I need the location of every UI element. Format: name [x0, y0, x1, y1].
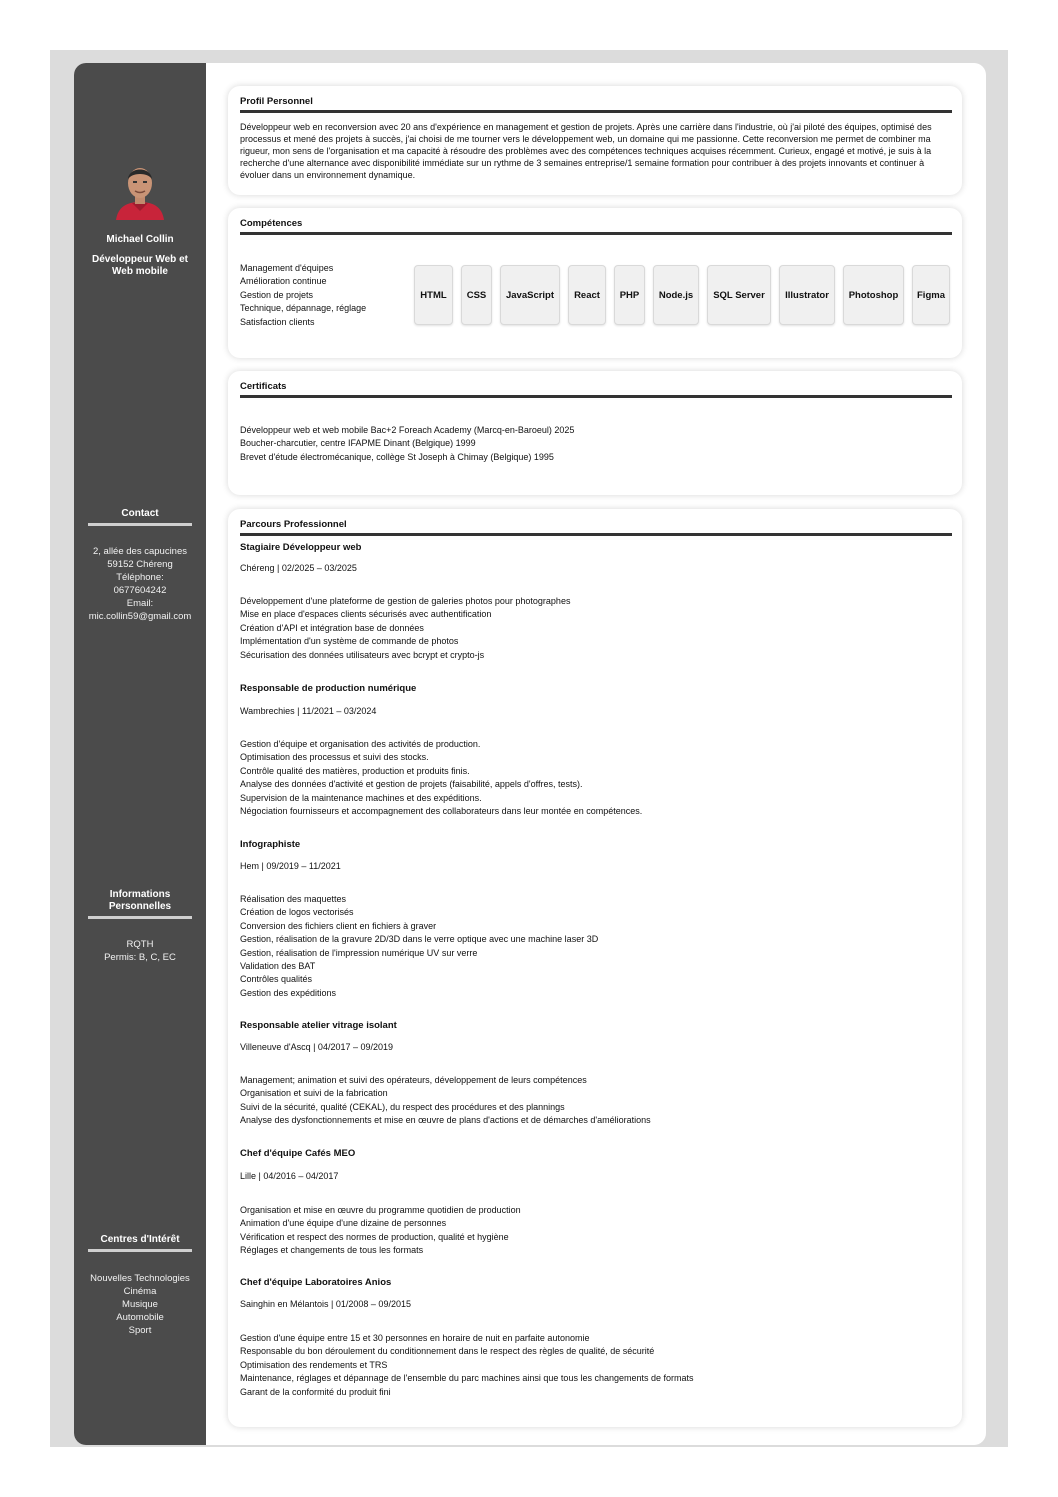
job-tasks	[240, 738, 642, 818]
job-task: Vérification et respect des normes de production, qualité et hygiène	[240, 1231, 509, 1242]
tech-skill-chip: Photoshop	[843, 265, 904, 325]
job-task: Gestion d'équipe et organisation des activités de production.	[240, 739, 481, 749]
soft-skill-item: Management d'équipes	[240, 263, 334, 273]
job-tasks	[240, 1332, 694, 1399]
contact-details	[78, 545, 202, 623]
job-task: Négociation fournisseurs et accompagnement des collaborateurs dans leur montée en compétences.	[240, 806, 643, 817]
soft-skill-item: Amélioration continue	[240, 276, 327, 287]
job-task: Management; animation et suivi des opérateurs, développement de leurs compétences	[240, 1075, 587, 1085]
job-task: Optimisation des processus et suivi des stocks.	[240, 752, 429, 763]
job-task: Analyse des données d'activité et gestion de projets (faisabilité, appels d'offres, tests).	[240, 779, 583, 790]
tech-skill-chip: PHP	[614, 265, 645, 325]
certificates-list	[240, 424, 574, 464]
interests-heading: Centres d'Intérêt	[88, 1234, 192, 1252]
job-task: Suivi de la sécurité, qualité (CEKAL), du respect des procédures et des plannings	[240, 1101, 565, 1112]
job-task: Garant de la conformité du produit fini	[240, 1386, 391, 1397]
job-task: Maintenance, réglages et dépannage de l'ensemble du parc machines ainsi que tous les changements de formats	[240, 1373, 694, 1384]
personal-info-item: Permis: B, C, EC	[104, 952, 176, 963]
job-tasks	[240, 893, 598, 1000]
job-meta: Lille | 04/2016 – 04/2017	[240, 1171, 339, 1181]
job-tasks	[240, 1204, 521, 1258]
tech-skill-chip: HTML	[414, 265, 453, 325]
address-line2: 59152 Chéreng	[107, 559, 173, 570]
job-task: Animation d'une équipe d'une dizaine de personnes	[240, 1218, 447, 1229]
job-task: Sécurisation des données utilisateurs avec bcrypt et crypto-js	[240, 649, 485, 660]
sidebar-name: Michael Collin	[106, 234, 174, 245]
address-line1: 2, allée des capucines	[92, 546, 187, 557]
job-task: Gestion d'une équipe entre 15 et 30 personnes en horaire de nuit en parfaite autonomie	[240, 1333, 590, 1343]
interests-list	[78, 1272, 202, 1337]
job-task: Organisation et mise en œuvre du programme quotidien de production	[240, 1205, 521, 1215]
interest-item: Sport	[128, 1325, 152, 1336]
certificates-card	[228, 371, 962, 495]
job-task: Implémentation d'un système de commande de photos	[240, 636, 459, 647]
email-address: mic.collin59@gmail.com	[88, 611, 192, 622]
job-task: Gestion, réalisation de l'impression numérique UV sur verre	[240, 947, 478, 958]
certificate-item: Développeur web et web mobile Bac+2 Foreach Academy (Marcq-en-Baroeul) 2025	[240, 425, 575, 435]
job-task: Validation des BAT	[240, 961, 316, 972]
skills-card	[228, 208, 962, 358]
interest-item: Cinéma	[123, 1286, 157, 1297]
job-task: Contrôles qualités	[240, 974, 313, 985]
job-task: Gestion des expéditions	[240, 987, 337, 998]
job-title: Chef d'équipe Cafés MEO	[240, 1148, 356, 1159]
job-task: Responsable du bon déroulement du conditionnement dans le respect des règles de qualité, de sécurité	[240, 1346, 655, 1357]
main-content	[206, 63, 986, 1445]
tech-skill-chip: Illustrator	[779, 265, 835, 325]
job-meta: Hem | 09/2019 – 11/2021	[240, 861, 341, 871]
interest-item: Nouvelles Technologies	[90, 1273, 190, 1284]
phone-number: 0677604242	[113, 585, 167, 596]
job-meta: Villeneuve d'Ascq | 04/2017 – 09/2019	[240, 1042, 394, 1052]
soft-skill-item: Technique, dépannage, réglage	[240, 303, 367, 314]
job-task: Gestion, réalisation de la gravure 2D/3D dans le verre optique avec une machine laser 3D	[240, 934, 599, 945]
job-task: Création d'API et intégration base de données	[240, 622, 424, 633]
job-title: Infographiste	[240, 839, 301, 850]
job-tasks	[240, 1074, 651, 1128]
sidebar	[74, 63, 206, 1445]
profile-title: Profil Personnel	[240, 96, 952, 113]
tech-skill-chip: Figma	[912, 265, 950, 325]
personal-info-item: RQTH	[126, 939, 154, 950]
job-task: Développement d'une plateforme de gestion de galeries photos pour photographes	[240, 596, 571, 606]
career-card	[228, 509, 962, 1427]
job-task: Conversion des fichiers client en fichiers à graver	[240, 920, 437, 931]
personal-info-list	[78, 938, 202, 964]
job-task: Réalisation des maquettes	[240, 894, 347, 904]
job-task: Contrôle qualité des matières, production et produits finis.	[240, 765, 470, 776]
job-title: Responsable atelier vitrage isolant	[240, 1020, 397, 1031]
resume-sheet	[74, 63, 986, 1445]
job-task: Organisation et suivi de la fabrication	[240, 1088, 388, 1099]
job-title: Stagiaire Développeur web	[240, 542, 362, 553]
job-tasks	[240, 595, 570, 662]
tech-skill-chip: React	[568, 265, 606, 325]
career-title: Parcours Professionnel	[240, 519, 952, 536]
soft-skill-item: Satisfaction clients	[240, 316, 315, 327]
email-label: Email:	[126, 598, 154, 609]
personal-info-heading: Informations Personnelles	[88, 889, 192, 919]
job-task: Mise en place d'espaces clients sécurisés avec authentification	[240, 609, 492, 620]
job-meta: Wambrechies | 11/2021 – 03/2024	[240, 706, 377, 716]
profile-card	[228, 86, 962, 195]
tech-skills	[414, 265, 950, 325]
soft-skills-list	[240, 262, 366, 329]
interest-item: Automobile	[116, 1312, 164, 1323]
certificate-item: Boucher-charcutier, centre IFAPME Dinant (Belgique) 1999	[240, 438, 476, 449]
certificate-item: Brevet d'étude électromécanique, collège St Joseph à Chimay (Belgique) 1995	[240, 451, 554, 462]
job-task: Supervision de la maintenance machines et des expéditions.	[240, 792, 482, 803]
job-title: Chef d'équipe Laboratoires Anios	[240, 1277, 392, 1288]
certificates-title: Certificats	[240, 381, 952, 398]
job-task: Optimisation des rendements et TRS	[240, 1359, 388, 1370]
job-task: Réglages et changements de tous les formats	[240, 1245, 424, 1256]
tech-skill-chip: JavaScript	[500, 265, 560, 325]
interest-item: Musique	[122, 1299, 158, 1310]
profile-text: Développeur web en reconversion avec 20 ans d'expérience en management et gestion de projets. Après une carrière dans l'industrie, où j'ai piloté des équipes, optimisé des processus et mené des projets à succès, j'ai choisi de me tourner vers le développement web, un domaine qui me passionne. Cette reconversion me permet de combiner ma rigueur, mon sens de l'organisation et ma capacité à résoudre des problèmes avec des compétences techniques acquises récemment. Curieux, engagé et motivé, je suis à la recherche d'une alternance avec disponibilité immédiate sur un rythme de 3 semaines entreprise/1 semaine formation pour contribuer à des projets innovants et continuer à évoluer dans un environnement dynamique.	[240, 122, 932, 180]
job-task: Analyse des dysfonctionnements et mise en œuvre de plans d'actions et de démarches d'améliorations	[240, 1115, 651, 1126]
job-title: Responsable de production numérique	[240, 683, 417, 694]
skills-title: Compétences	[240, 218, 952, 235]
contact-heading: Contact	[88, 508, 192, 526]
profile-photo	[112, 156, 168, 220]
tech-skill-chip: SQL Server	[707, 265, 771, 325]
sidebar-role: Développeur Web et Web mobile	[92, 254, 188, 277]
phone-label: Téléphone:	[116, 572, 164, 583]
tech-skill-chip: Node.js	[653, 265, 699, 325]
job-task: Création de logos vectorisés	[240, 907, 354, 918]
job-meta: Chéreng | 02/2025 – 03/2025	[240, 563, 357, 573]
soft-skill-item: Gestion de projets	[240, 289, 314, 300]
tech-skill-chip: CSS	[461, 265, 492, 325]
job-meta: Sainghin en Mélantois | 01/2008 – 09/2015	[240, 1299, 411, 1309]
